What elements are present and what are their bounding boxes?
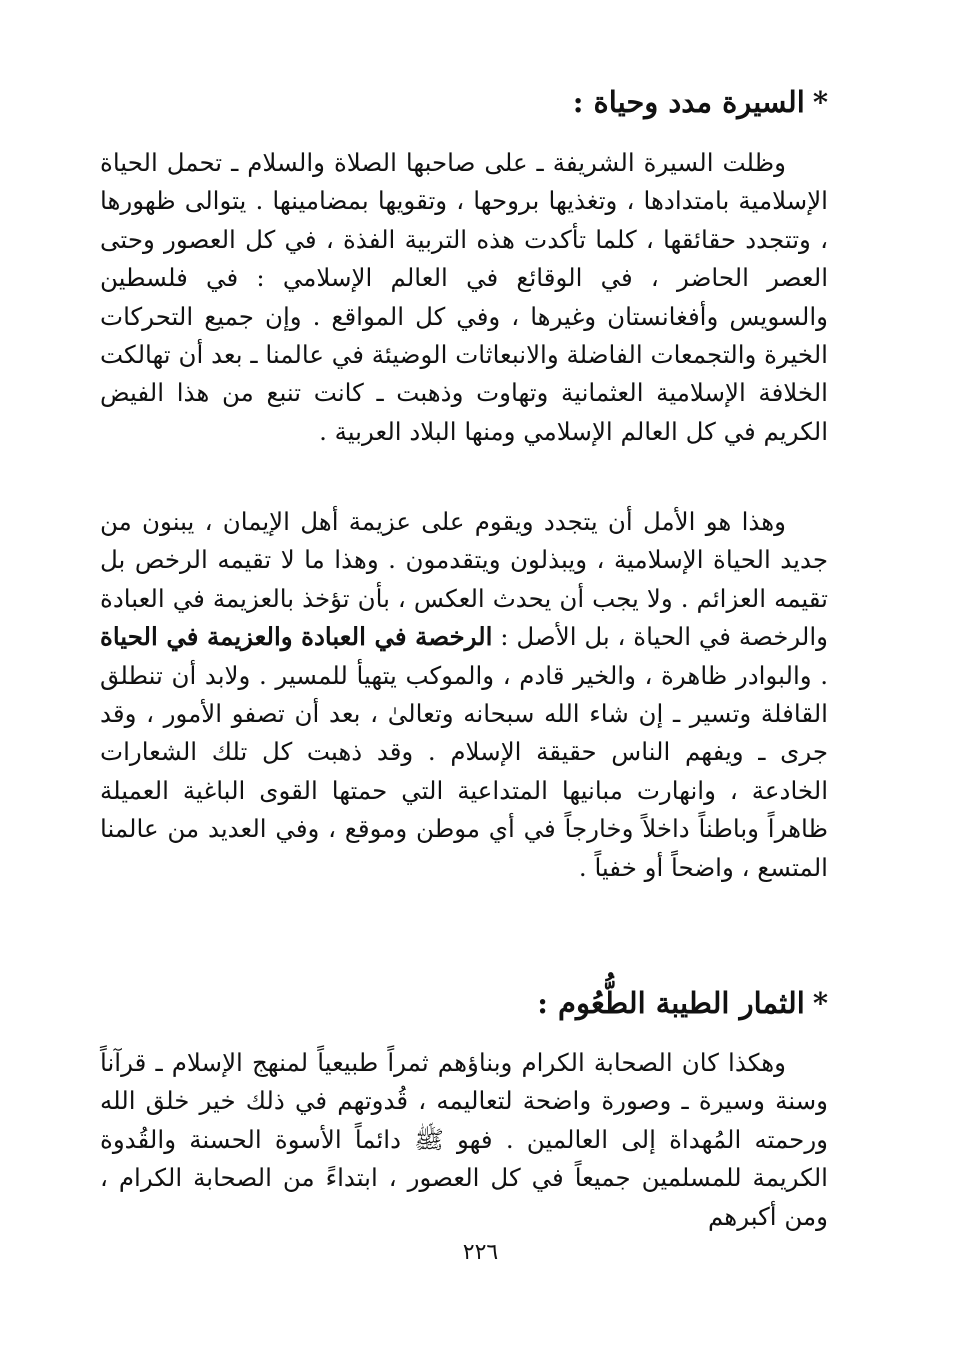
- paragraph-text-continued: . والبوادر ظاهرة ، والخير قادم ، والموكب يتهيأ للمسير . ولابد أن تنطلق القافلة وتسير ـ إن شاء الله سبحانه وتعالىٰ ، بعد أن تصفو الأمور ، وقد جرى ـ ويفهم الناس حقيقة الإسلام . وقد ذهبت كل تلك الشعارات الخادعة ، وانهارت مبانيها المتداعية التي حمتها القوى الباغية العميلة ظاهراً وباطناً داخلاً وخارجاً في أي موطن وموقع ، وفي العديد من عالمنا المتسع ، واضحاً أو خفياً .: [100, 660, 828, 882]
- section-heading-biography: [573, 82, 828, 122]
- paragraph: [100, 144, 828, 451]
- heading-star-marker: *: [812, 986, 828, 1020]
- section-biography-body: [100, 144, 828, 451]
- section-biography-body-2: [100, 503, 828, 887]
- paragraph: [100, 503, 828, 887]
- section-heading-text: الثمار الطيبة الطُّعُوم :: [537, 986, 805, 1020]
- paragraph-text: وهذا هو الأمل أن يتجدد ويقوم على عزيمة أهل الإيمان ، يبنون من جديد الحياة الإسلامية ، ويبذلون ويتقدمون . وهذا ما لا تقيمه الرخص بل تقيمه العزائم . ولا يجب أن يحدث العكس ، بأن تؤخذ بالعزيمة في العبادة والرخصة في الحياة ، بل الأصل :: [100, 507, 828, 652]
- paragraph-text: وظلت السيرة الشريفة ـ على صاحبها الصلاة والسلام ـ تحمل الحياة الإسلامية بامتدادها ، وتغذيها بروحها ، وتقويها بمضامينها . يتوالى ظهورها ، وتتجدد حقائقها ، كلما تأكدت هذه التربية الفذة ، في كل العصور وحتى العصر الحاضر ، في الوقائع في العالم الإسلامي : في فلسطين والسويس وأفغانستان وغيرها ، وفي كل المواقع . وإن جميع التحركات الخيرة والتجمعات الفاضلة والانبعاثات الوضيئة في عالمنا ـ بعد أن تهالكت الخلافة الإسلامية العثمانية وتهاوت وذهبت ـ كانت تنبع من هذا الفيض الكريم في كل العالم الإسلامي ومنها البلاد العربية .: [100, 148, 828, 446]
- paragraph: [100, 1044, 828, 1236]
- section-fruits-body: [100, 1044, 828, 1236]
- page-number: ٢٢٦: [462, 1240, 499, 1265]
- section-heading-text: السيرة مدد وحياة :: [572, 85, 805, 119]
- heading-star-marker: *: [812, 85, 828, 119]
- bold-phrase: الرخصة في العبادة والعزيمة في الحياة: [100, 622, 493, 652]
- section-heading-fruits: [537, 983, 828, 1023]
- paragraph-text: وهكذا كان الصحابة الكرام وبناؤهم ثمراً طبيعياً لمنهج الإسلام ـ قرآناً وسنة وسيرة ـ وصورة واضحة لتعاليمه ، قُدوتهم في ذلك خير خلق الله ورحمته المُهداة إلى العالمين . فهو ﷺ دائماً الأسوة الحسنة والقُدوة الكريمة للمسلمين جميعاً في كل العصور ، ابتداءً من الصحابة الكرام ، ومن أكبرهم: [100, 1048, 828, 1231]
